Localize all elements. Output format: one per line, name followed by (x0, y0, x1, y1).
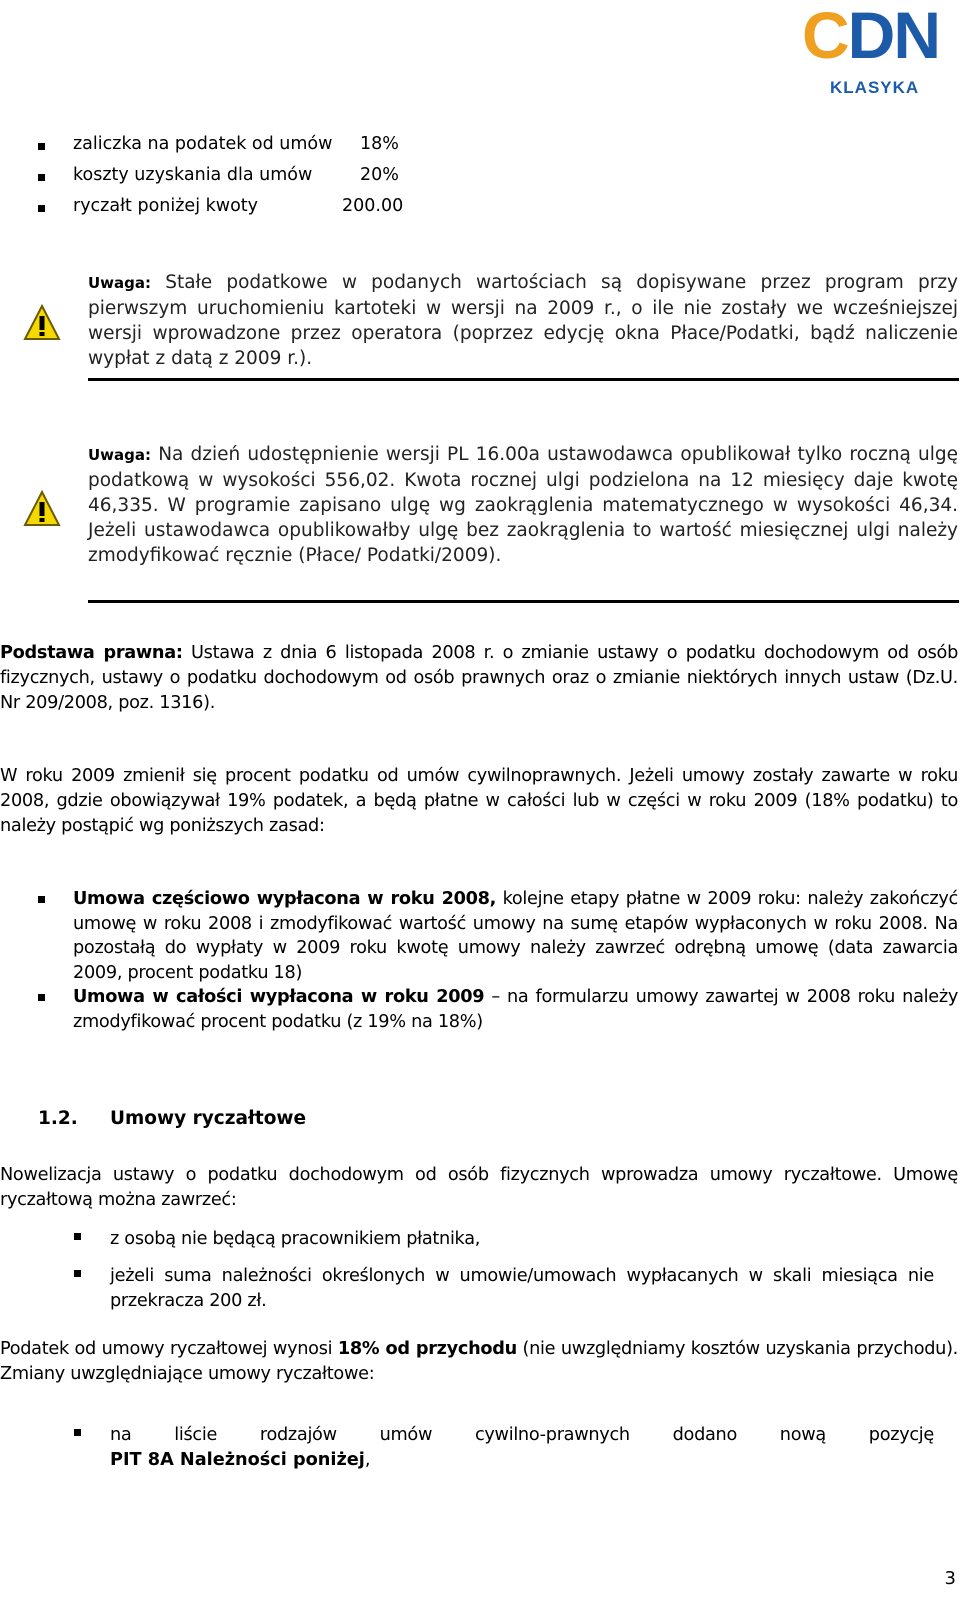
rate-value: 20% (360, 165, 399, 185)
condition-text: z osobą nie będącą pracownikiem płatnika, (110, 1229, 481, 1249)
list-item (74, 1423, 934, 1472)
list-item (38, 134, 458, 165)
note-box (88, 442, 958, 568)
bullet-icon (38, 205, 45, 212)
change-item: PIT 8A Należności poniżej, (110, 1449, 371, 1470)
list-item (74, 1264, 934, 1313)
rate-value: 200.00 (342, 196, 404, 216)
tax-paragraph: Podatek od umowy ryczałtowej wynosi 18% od przychodu (nie uwzględniamy kosztów uzyskania przychodu). Zmiany uwzględniające umowy ryczałtowe: (0, 1339, 959, 1384)
rate-label: ryczałt poniżej kwoty (73, 196, 258, 216)
paragraph-2009: W roku 2009 zmienił się procent podatku od umów cywilnoprawnych. Jeżeli umowy zostały zawarte w roku 2008, gdzie obowiązywał 19% podatek, a będą płatne w całości lub w części w roku 2009 (18% podatku) to należy postąpić wg poniższych zasad: (0, 766, 958, 836)
divider (88, 600, 959, 603)
case-text: Umowa w całości wypłacona w roku 2009 – na formularzu umowy zawartej w 2008 roku należy zmodyfikować procent podatku (z 19% na 18%) (73, 987, 958, 1032)
bullet-icon (74, 1270, 81, 1277)
condition-text: jeżeli suma należności określonych w umowie/umowach wypłacanych w skali miesiąca nie przekracza 200 zł. (110, 1266, 934, 1311)
bullet-icon (38, 896, 45, 903)
rate-label: zaliczka na podatek od umów (73, 134, 333, 154)
logo-wordmark: CDN (802, 0, 939, 72)
list-item (38, 887, 958, 985)
list-item (38, 985, 958, 1034)
case-text: Umowa częściowo wypłacona w roku 2008, kolejne etapy płatne w 2009 roku: należy zakończyć umowę w roku 2008 i zmodyfikować wartość umowy na sumę etapów wypłaconych w roku 2008. Na pozostałą do wypłaty w 2009 roku kwotę umowy należy zawrzeć odrębną umowę (data zawarcia 2009, procent podatku 18) (73, 889, 958, 983)
change-text: na liście rodzajów umów cywilno-prawnych dodano nową pozycję (110, 1425, 934, 1445)
logo-subtitle: KLASYKA (830, 78, 920, 97)
note-text: Na dzień udostępnienie wersji PL 16.00a ustawodawca opublikował tylko roczną ulgę podatkową w wysokości 556,02. Kwota rocznej ulgi podzielona na 12 miesięcy daje kwotę 46,335. W programie zapisano ulgę wg zaokrąglenia matematycznego w wysokości 46,34. Jeżeli ustawodawca opublikowałby ulgę bez zaokrąglenia to wartość miesięcznej ulgi należy zmodyfikować ręcznie (Płace/ Podatki/2009). (88, 444, 958, 566)
rates-list (38, 134, 458, 227)
bullet-icon (38, 174, 45, 181)
legal-text: Ustawa z dnia 6 listopada 2008 r. o zmianie ustawy o podatku dochodowym od osób fizycznych, ustawy o podatku dochodowym od osób prawnych oraz o zmianie niektórych innych ustaw (Dz.U. Nr 209/2008, poz. 1316). (0, 643, 959, 713)
legal-label: Podstawa prawna: (0, 643, 183, 663)
cases-list (38, 887, 958, 1034)
note-tag: Uwaga: (88, 274, 152, 292)
rate-label: koszty uzyskania dla umów (73, 165, 313, 185)
changes-list (74, 1423, 934, 1472)
legal-basis (0, 641, 958, 716)
divider (88, 378, 959, 381)
cdn-klasyka-logo (786, 0, 954, 110)
intro-paragraph: Nowelizacja ustawy o podatku dochodowym od osób fizycznych wprowadza umowy ryczałtowe. Umowę ryczałtową można zawrzeć: (0, 1165, 958, 1210)
conditions-list (74, 1227, 934, 1313)
bullet-icon (38, 143, 45, 150)
note-tag: Uwaga: (88, 446, 152, 464)
note-text: Stałe podatkowe w podanych wartościach są dopisywane przez program przy pierwszym uruchomieniu kartoteki w wersji na 2009 r., o ile nie zostały we wcześniejszej wersji wprowadzone przez operatora (poprzez edycję okna Płace/Podatki, bądź naliczenie wypłat z datą z 2009 r.). (88, 272, 958, 369)
warning-icon (23, 490, 61, 528)
list-item (38, 165, 458, 196)
list-item (74, 1227, 934, 1264)
bullet-icon (74, 1233, 81, 1240)
rate-value: 18% (360, 134, 399, 154)
list-item (38, 196, 458, 227)
bullet-icon (38, 994, 45, 1001)
section-title: Umowy ryczałtowe (110, 1108, 307, 1129)
section-number: 1.2. (38, 1108, 78, 1129)
note-box (88, 270, 958, 371)
bullet-icon (74, 1429, 81, 1436)
warning-icon (23, 304, 61, 342)
page-number: 3 (944, 1568, 956, 1589)
